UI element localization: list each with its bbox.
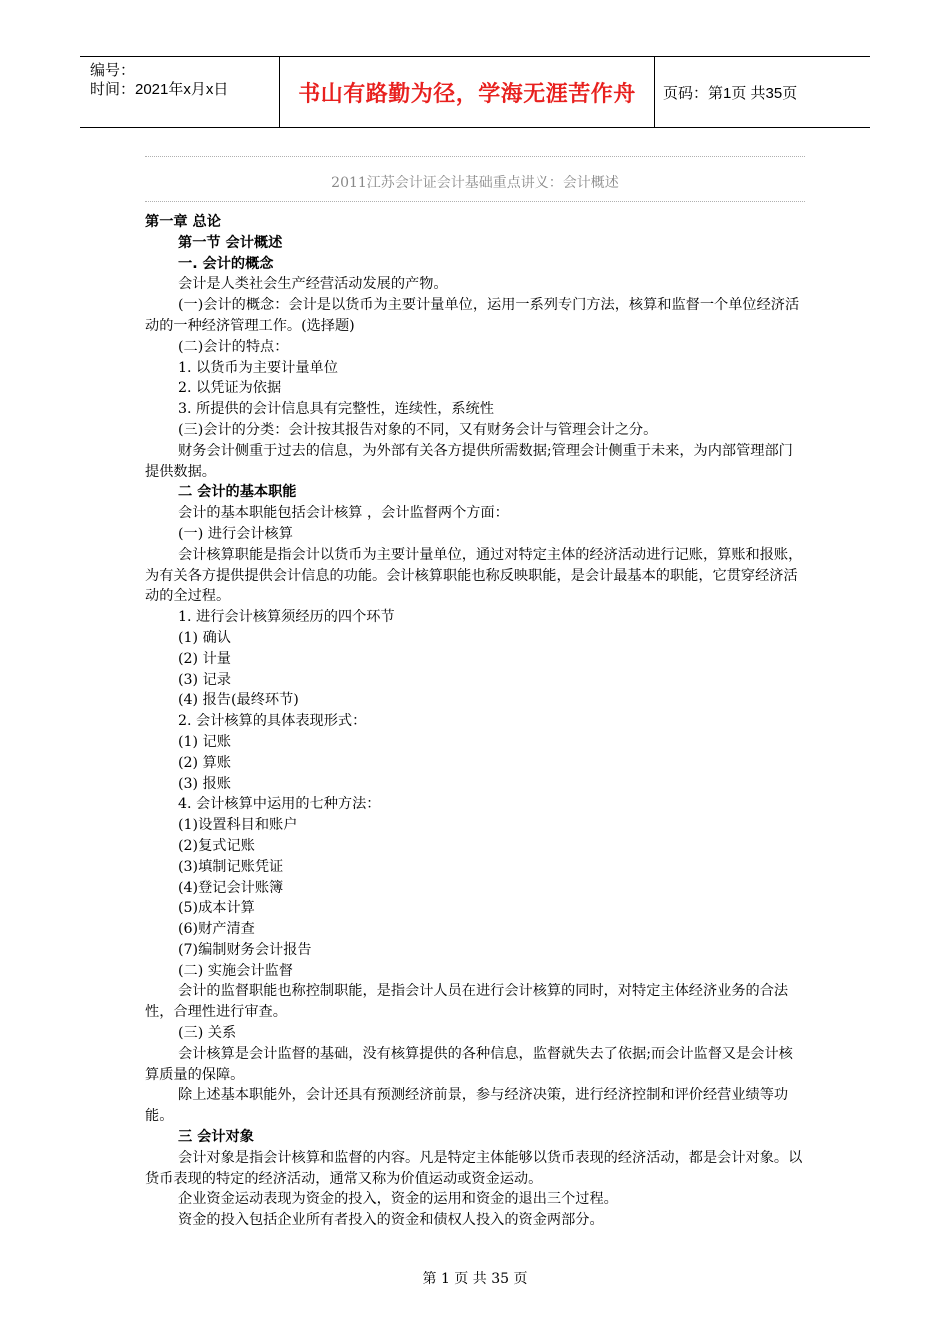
paragraph: (3) 记录: [178, 671, 231, 688]
section-heading: 二 会计的基本职能: [178, 484, 297, 501]
paragraph: (2) 算账: [178, 754, 231, 771]
paragraph: (一) 进行会计核算: [178, 525, 293, 542]
paragraph: (6)财产清查: [178, 921, 255, 938]
paragraph: 会计是人类社会生产经营活动发展的产物。: [178, 276, 448, 293]
number-label: 编号：: [90, 62, 136, 79]
paragraph: 会计对象是指会计核算和监督的内容。凡是特定主体能够以货币表现的经济活动，都是会计对象。以货币表现的特定的经济活动，通常又称为价值运动或资金运动。: [145, 1149, 803, 1187]
section-heading: 一. 会计的概念: [178, 255, 274, 272]
document-body: [145, 212, 805, 1231]
divider-top: [145, 156, 805, 157]
paragraph: (1)设置科目和账户: [178, 817, 298, 834]
page-info: 页码：第1页 共35页: [663, 84, 798, 102]
page-footer: 第 1 页 共 35 页: [422, 1271, 528, 1287]
paragraph: 企业资金运动表现为资金的投入，资金的运用和资金的退出三个过程。: [178, 1191, 618, 1208]
paragraph: 会计的监督职能也称控制职能，是指会计人员在进行会计核算的同时，对特定主体经济业务的合法性，合理性进行审查。: [145, 983, 789, 1021]
document-header: [80, 56, 870, 128]
paragraph: (三)会计的分类：会计按其报告对象的不同，又有财务会计与管理会计之分。: [178, 421, 658, 438]
paragraph: (5)成本计算: [178, 900, 255, 917]
paragraph: 资金的投入包括企业所有者投入的资金和债权人投入的资金两部分。: [178, 1212, 604, 1229]
paragraph: (1) 记账: [178, 733, 231, 750]
paragraph: (2)复式记账: [178, 837, 255, 854]
paragraph: (二) 实施会计监督: [178, 962, 293, 979]
paragraph: (4) 报告(最终环节): [178, 692, 299, 709]
paragraph: 2. 会计核算的具体表现形式：: [178, 713, 367, 730]
header-meta: [80, 57, 280, 127]
paragraph: (3)填制记账凭证: [178, 858, 284, 875]
section-heading: 第一节 会计概述: [178, 234, 283, 251]
paragraph: 会计的基本职能包括会计核算 ，会计监督两个方面：: [178, 505, 509, 522]
paragraph: (1) 确认: [178, 629, 231, 646]
paragraph: (二)会计的特点：: [178, 338, 289, 355]
paragraph: 会计核算职能是指会计以货币为主要计量单位，通过对特定主体的经济活动进行记账，算账和报账，为有关各方提供提供会计信息的功能。会计核算职能也称反映职能，是会计最基本的职能，它贯穿经济活动的全过程。: [145, 546, 803, 605]
paragraph: (4)登记会计账簿: [178, 879, 284, 896]
paragraph: 1. 以货币为主要计量单位: [178, 359, 338, 376]
paragraph: (3) 报账: [178, 775, 231, 792]
paragraph: 2. 以凭证为依据: [178, 380, 282, 397]
section-heading: 三 会计对象: [178, 1129, 254, 1146]
motto: 书山有路勤为径，学海无涯苦作舟: [280, 57, 655, 127]
paragraph: 1. 进行会计核算须经历的四个环节: [178, 609, 395, 626]
paragraph: (一)会计的概念：会计是以货币为主要计量单位，运用一系列专门方法，核算和监督一个单位经济活动的一种经济管理工作。(选择题): [145, 297, 800, 334]
paragraph: (2) 计量: [178, 650, 231, 667]
doc-title: 2011江苏会计证会计基础重点讲义：会计概述: [331, 175, 619, 191]
paragraph: 除上述基本职能外，会计还具有预测经济前景，参与经济决策，进行经济控制和评价经营业绩等功能。: [145, 1087, 789, 1125]
paragraph: (7)编制财务会计报告: [178, 941, 312, 958]
paragraph: (三) 关系: [178, 1025, 237, 1042]
paragraph: 会计核算是会计监督的基础，没有核算提供的各种信息，监督就失去了依据;而会计监督又是会计核算质量的保障。: [145, 1045, 793, 1083]
time-label: 时间：2021年x月x日: [90, 81, 229, 98]
paragraph: 4. 会计核算中运用的七种方法：: [178, 796, 381, 813]
divider-bottom: [145, 201, 805, 202]
paragraph: 财务会计侧重于过去的信息，为外部有关各方提供所需数据;管理会计侧重于未来，为内部管理部门提供数据。: [145, 442, 793, 480]
paragraph: 3. 所提供的会计信息具有完整性，连续性，系统性: [178, 401, 494, 418]
section-heading: 第一章 总论: [145, 214, 221, 230]
